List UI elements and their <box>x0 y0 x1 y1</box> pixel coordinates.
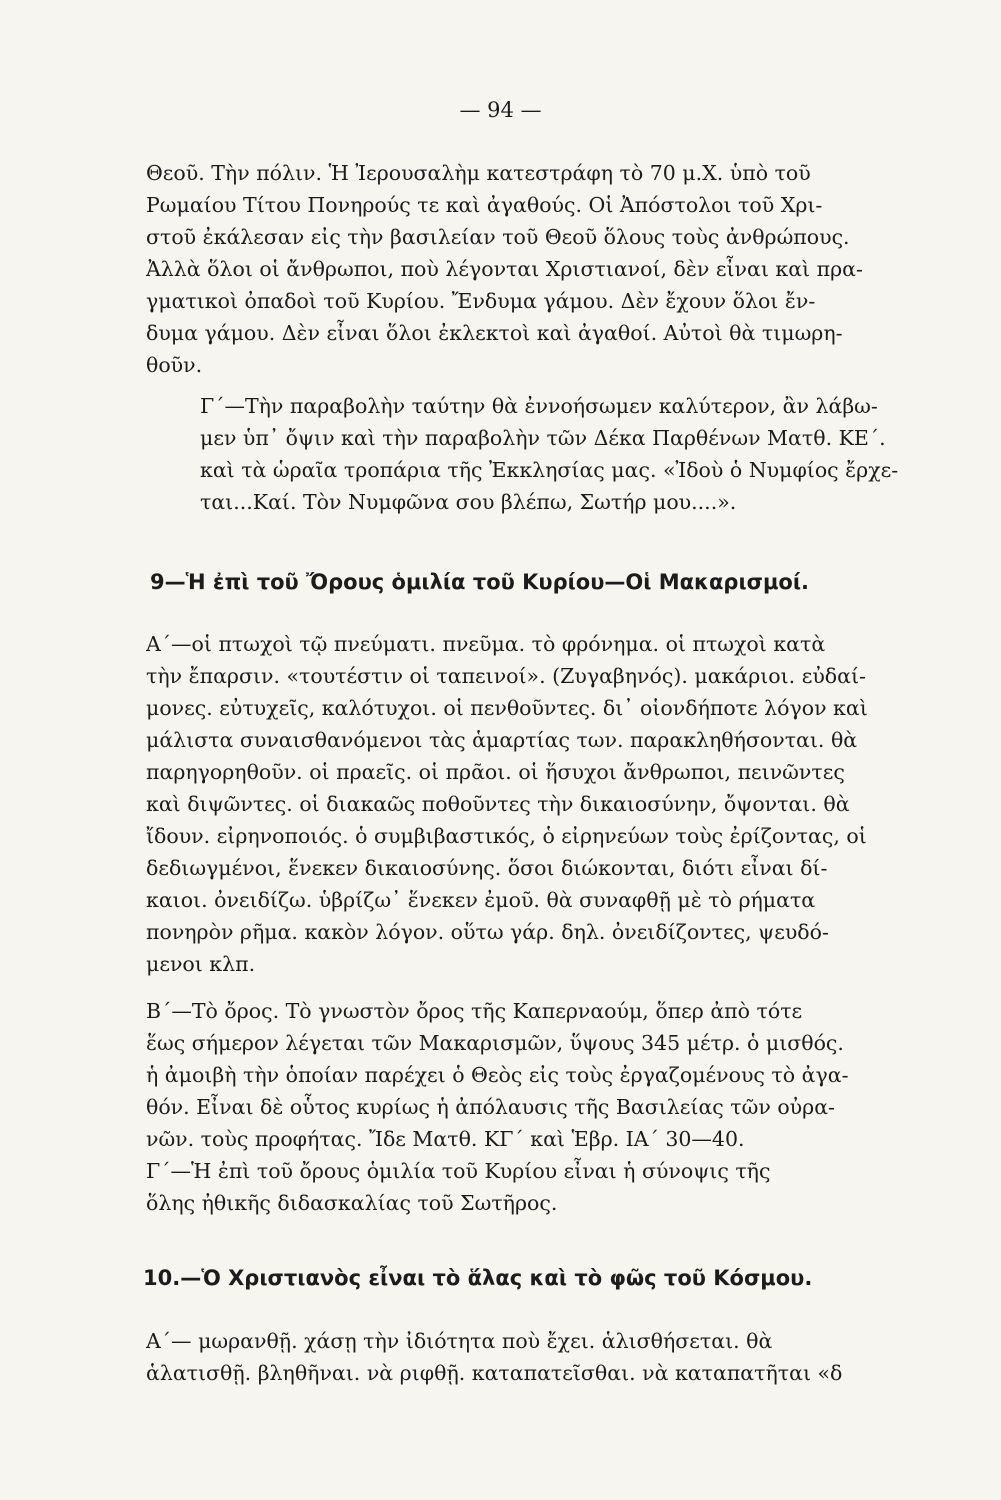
text-line: μάλιστα συναισθανόμενοι τὰς ἁμαρτίας των. παρακληθήσονται. θὰ <box>146 728 858 752</box>
text-line: δεδιωγμένοι, ἕνεκεν δικαιοσύνης. ὅσοι διώκονται, διότι εἶναι δί- <box>146 856 828 880</box>
page-number: — 94 — <box>459 98 542 122</box>
paragraph-intro <box>146 157 972 381</box>
text-line: ἁλατισθῇ. βληθῆναι. νὰ ριφθῇ. καταπατεῖσθαι. νὰ καταπατῆται «δ <box>146 1361 843 1385</box>
text-line: στοῦ ἐκάλεσαν εἰς τὴν βασιλείαν τοῦ Θεοῦ ὅλους τοὺς ἀνθρώπους. <box>146 225 850 249</box>
text-line: Θεοῦ. Τὴν πόλιν. Ἡ Ἰερουσαλὴμ κατεστράφη τὸ 70 μ.Χ. ὑπὸ τοῦ <box>146 161 811 185</box>
text-line: θοῦν. <box>146 353 203 377</box>
text-line: μενοι κλπ. <box>146 952 256 976</box>
text-line: ἡ ἀμοιβὴ τὴν ὁποίαν παρέχει ὁ Θεὸς εἰς τοὺς ἐργαζομένους τὸ ἀγα- <box>146 1063 849 1087</box>
text-line: καὶ τὰ ὡραῖα τροπάρια τῆς Ἐκκλησίας μας. «Ἰδοὺ ὁ Νυμφίος ἔρχε- <box>200 458 899 482</box>
text-line: Β´—Τὸ ὄρος. Τὸ γνωστὸν ὄρος τῆς Καπερναούμ, ὅπερ ἀπὸ τότε <box>146 999 803 1023</box>
text-line: μονες. εὐτυχεῖς, καλότυχοι. οἱ πενθοῦντες. δι᾿ οἱονδήποτε λόγον καὶ <box>146 696 868 720</box>
text-line: καιοι. ὀνειδίζω. ὑβρίζω᾿ ἕνεκεν ἐμοῦ. θὰ συναφθῇ μὲ τὸ ρήματα <box>146 888 816 912</box>
text-line: γματικοὶ ὀπαδοὶ τοῦ Κυρίου. Ἔνδυμα γάμου. Δὲν ἔχουν ὅλοι ἔν- <box>146 289 816 313</box>
text-line: καὶ διψῶντες. οἱ διακαῶς ποθοῦντες τὴν δικαιοσύνην, ὄψονται. θὰ <box>146 792 850 816</box>
paragraph-mount-notes <box>146 995 972 1219</box>
text-line: Ρωμαίου Τίτου Πονηρούς τε καὶ ἀγαθούς. Οἱ Ἀπόστολοι τοῦ Χρι- <box>146 193 823 217</box>
text-line: ὅλης ἠθικῆς διδασκαλίας τοῦ Σωτῆρος. <box>146 1191 558 1215</box>
text-line: ἕως σήμερον λέγεται τῶν Μακαρισμῶν, ὕψους 345 μέτρ. ὁ μισθός. <box>146 1031 844 1055</box>
text-line: ἴδουν. εἰρηνοποιός. ὁ συμβιβαστικός, ὁ εἰρηνεύων τοὺς ἐρίζοντας, οἱ <box>146 824 867 848</box>
text-line: δυμα γάμου. Δὲν εἶναι ὅλοι ἐκλεκτοὶ καὶ ἀγαθοί. Αὐτοὶ θὰ τιμωρη- <box>146 321 843 345</box>
text-line: ται...Καί. Τὸν Νυμφῶνα σου βλέπω, Σωτήρ μου....». <box>200 490 737 514</box>
text-line: Ἀλλὰ ὅλοι οἱ ἄνθρωποι, ποὺ λέγονται Χριστιανοί, δὲν εἶναι καὶ πρα- <box>146 257 863 281</box>
text-line: Γ´—Τὴν παραβολὴν ταύτην θὰ ἐννοήσωμεν καλύτερον, ἂν λάβω- <box>200 394 878 418</box>
text-line: παρηγορηθοῦν. οἱ πραεῖς. οἱ πρᾶοι. οἱ ἥσυχοι ἄνθρωποι, πεινῶντες <box>146 760 845 784</box>
text-line: Γ´—Ἡ ἐπὶ τοῦ ὄρους ὁμιλία τοῦ Κυρίου εἶναι ἡ σύνοψις τῆς <box>146 1159 771 1183</box>
text-line: θόν. Εἶναι δὲ οὗτος κυρίως ἡ ἀπόλαυσις τῆς Βασιλείας τῶν οὐρα- <box>146 1095 835 1119</box>
text-line: πονηρὸν ρῆμα. κακὸν λόγον. οὕτω γάρ. δηλ. ὀνειδίζοντες, ψευδό- <box>146 920 829 944</box>
text-line: τὴν ἔπαρσιν. «τουτέστιν οἱ ταπεινοί». (Ζυγαβηνός). μακάριοι. εὐδαί- <box>146 664 866 688</box>
text-line: νῶν. τοὺς προφήτας. Ἴδε Ματθ. ΚΓ´ καὶ Ἑβρ. ΙΑ´ 30—40. <box>146 1127 745 1151</box>
paragraph-beatitudes-notes <box>146 628 972 980</box>
text-line: μεν ὑπ᾿ ὄψιν καὶ τὴν παραβολὴν τῶν Δέκα Παρθένων Ματθ. ΚΕ´. <box>200 426 886 450</box>
section-heading-10: 10.—Ὁ Χριστιανὸς εἶναι τὸ ἅλας καὶ τὸ φῶς τοῦ Κόσμου. <box>143 1266 813 1290</box>
paragraph-parable <box>200 390 968 518</box>
text-line: Α´— μωρανθῇ. χάσῃ τὴν ἰδιότητα ποὺ ἔχει. ἁλισθήσεται. θὰ <box>146 1329 773 1353</box>
section-heading-9: 9—Ἡ ἐπὶ τοῦ Ὄρους ὁμιλία τοῦ Κυρίου—Οἱ Μακαρισμοί. <box>150 570 810 594</box>
text-line: Α´—οἱ πτωχοὶ τῷ πνεύματι. πνεῦμα. τὸ φρόνημα. οἱ πτωχοὶ κατὰ <box>146 632 826 656</box>
paragraph-salt-notes <box>146 1325 972 1389</box>
